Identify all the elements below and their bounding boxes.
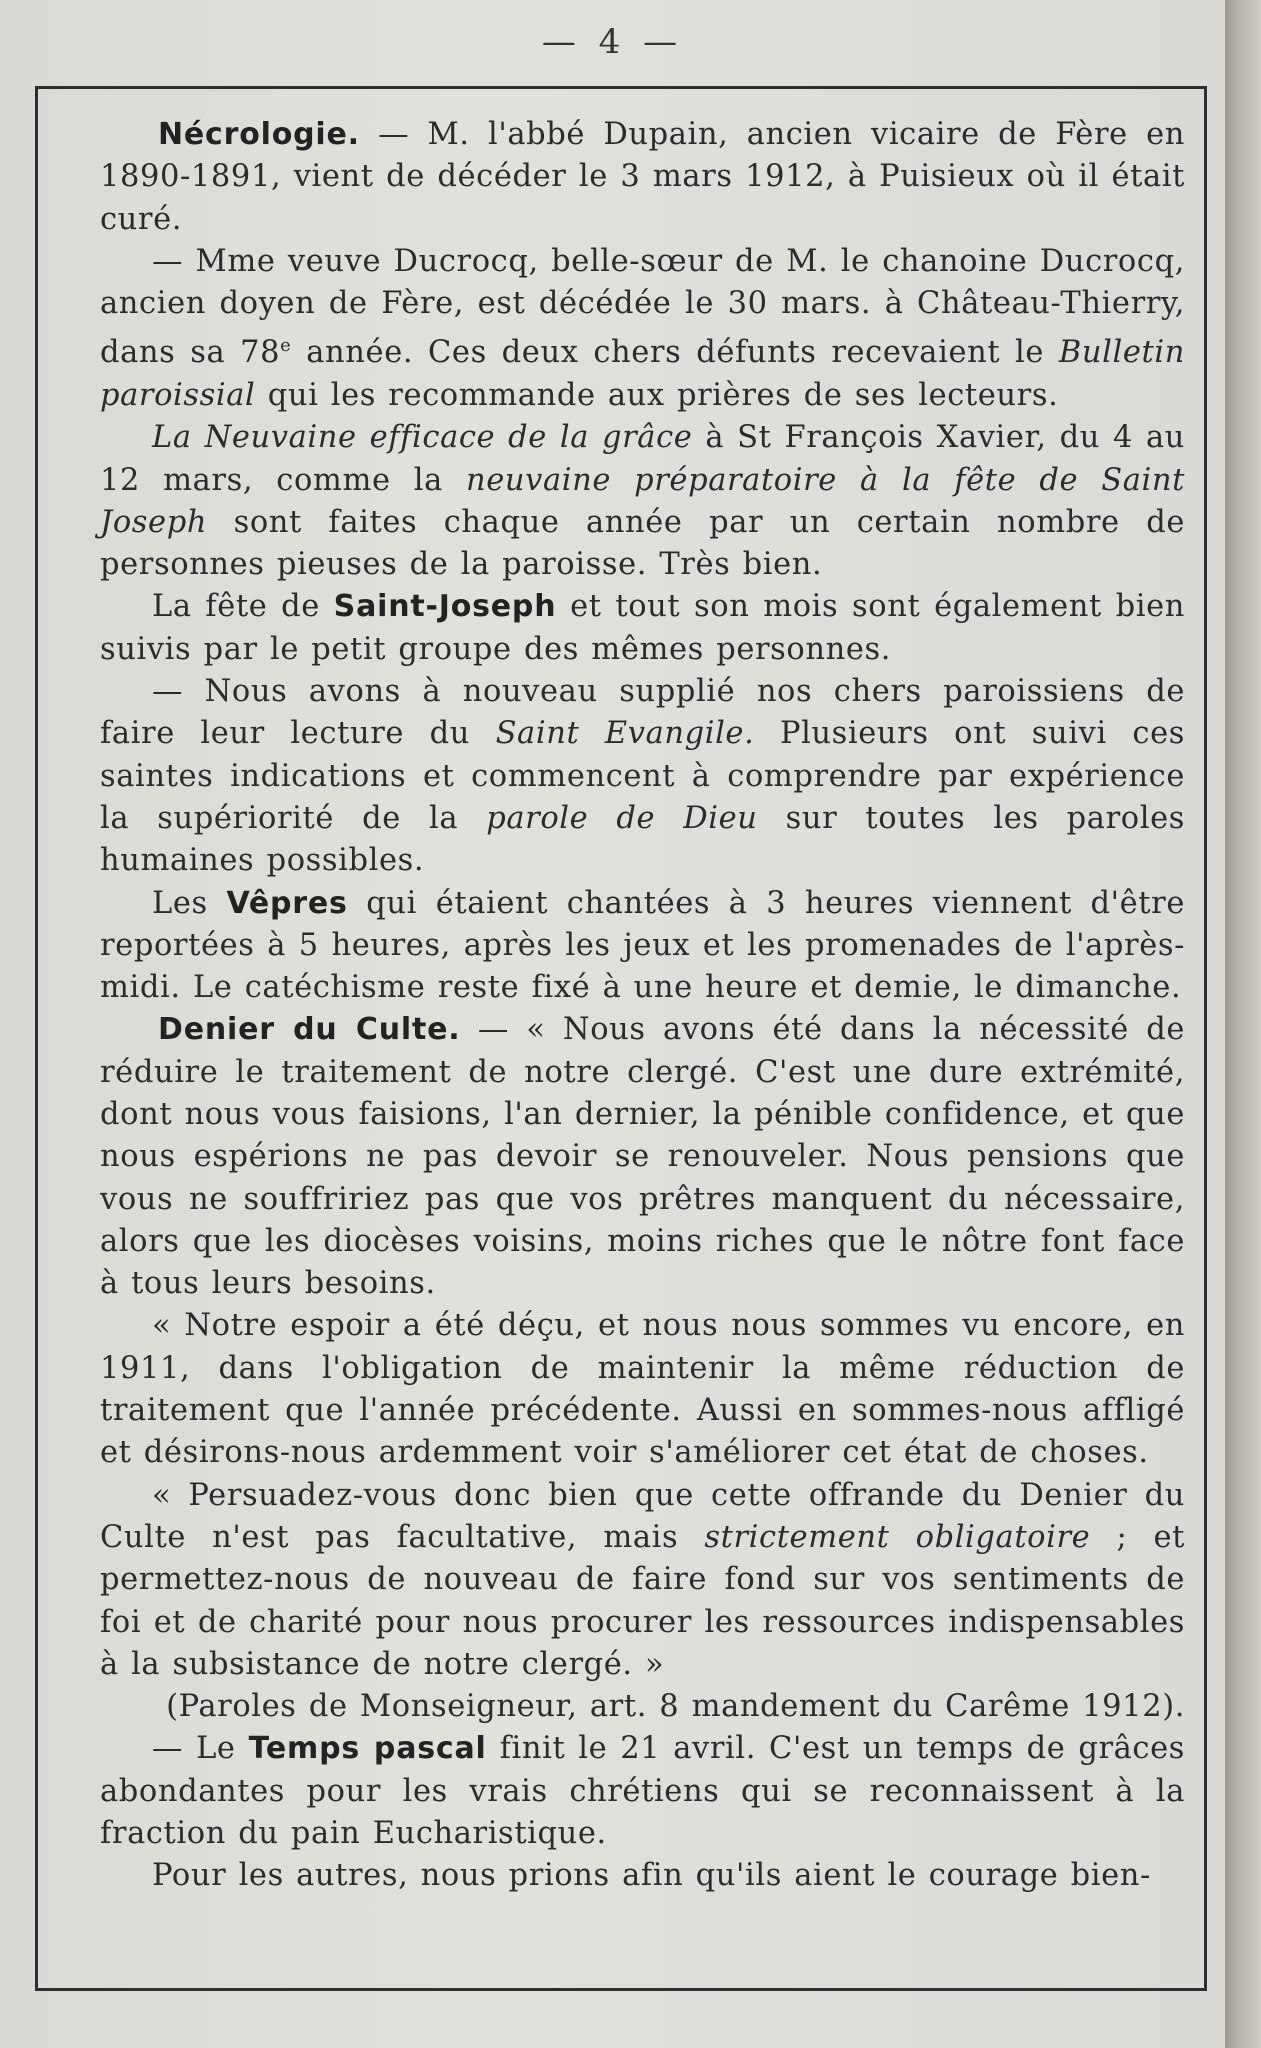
paragraph-text: finit le 21 avril. C'est un temps de grâces abondantes pour les vrais chrétiens qui se reconnaissent à la fraction du pain Eucharistique. [100, 1731, 1185, 1852]
paragraph-saint-joseph [100, 586, 1185, 671]
heading-necrologie: Nécrologie. [158, 117, 360, 152]
italic-text: neuvaine préparatoire à la fête de Saint Joseph [100, 462, 1186, 540]
paragraph-text: Pour les autres, nous prions afin qu'ils aient le courage bien- [152, 1858, 1151, 1894]
paragraph-text: Plusieurs ont suivi ces saintes indications et commencent à comprendre par expérience la supériorité de la [100, 716, 1185, 836]
heading-denier-du-culte: Denier du Culte. [158, 1012, 461, 1048]
paragraph-text: La fête de [152, 589, 334, 625]
paragraph-espoir [100, 1305, 1185, 1474]
paragraph-neuvaine [100, 417, 1185, 586]
article-body [100, 114, 1185, 1898]
italic-text: strictement obligatoire [704, 1519, 1091, 1555]
paragraph-text: « Notre espoir a été déçu, et nous nous sommes vu encore, en 1911, dans l'obligation de maintenir la même réduction de traitement que l'année précédente. Aussi en sommes-nous affligé et désirons-nous ardemment voir s'améliorer cet état de choses. [100, 1308, 1185, 1471]
paragraph-text: « Persuadez-vous donc bien que cette offrande du Denier du Culte n'est pas facultative, mais [100, 1477, 1185, 1555]
paragraph-text: et tout son mois sont également bien suivis par le petit groupe des mêmes personnes. [100, 589, 1186, 667]
italic-text: Saint Evangile. [495, 716, 755, 752]
paragraph-text: Les [152, 885, 227, 921]
paragraph-vepres [100, 883, 1185, 1010]
paragraph-text: ; et permettez-nous de nouveau de faire fond sur vos sentiments de foi et de charité pour nous procurer les ressources indispensables à la subsistance de notre clergé. » [100, 1519, 1185, 1682]
heading-vepres: Vêpres [226, 885, 348, 921]
paragraph-temps-pascal [100, 1728, 1185, 1855]
paragraph-text: — Mme veuve Ducrocq, belle-sœur de M. le chanoine Ducrocq, ancien doyen de Fère, est décédée le 30 mars. à Château-Thierry, dans sa 78 [100, 243, 1185, 371]
paragraph-autres [100, 1855, 1185, 1897]
paragraph-persuadez [100, 1475, 1185, 1686]
paragraph-ducrocq [100, 241, 1185, 417]
paragraph-text: sont faites chaque année par un certain nombre de personnes pieuses de la paroisse. Très bien. [100, 504, 1185, 583]
paragraph-necrologie [100, 114, 1185, 241]
paragraph-evangile [100, 671, 1185, 882]
paragraph-text: — Nous avons à nouveau supplié nos chers paroissiens de faire leur lecture du [100, 674, 1185, 752]
paragraph-text: — « Nous avons été dans la nécessité de réduire le traitement de notre clergé. C'est une dure extrémité, dont nous vous faisions, l'an dernier, la pénible confidence, et que nous espérions ne pas devoir se renouveler. Nous pensions que vous ne souffririez pas que vos prêtres manquent du nécessaire, alors que les diocèses voisins, moins riches que le nôtre font face à tous leurs besoins. [100, 1012, 1186, 1302]
paragraph-text: qui étaient chantées à 3 heures viennent d'être reportées à 5 heures, après les jeux et les promenades de l'après-midi. Le catéchisme reste fixé à une heure et demie, le dimanche. [100, 885, 1185, 1006]
page-number: — 4 — [541, 22, 684, 62]
heading-temps-pascal: Temps pascal [248, 1731, 487, 1767]
paragraph-text: à St François Xavier, du 4 au 12 mars, comme la [100, 420, 1185, 498]
italic-text: Bulletin paroissial [100, 335, 1185, 413]
paragraph-denier-du-culte [100, 1009, 1185, 1305]
heading-saint-joseph: Saint-Joseph [333, 589, 557, 625]
paragraph-citation [100, 1686, 1185, 1728]
citation-text: (Paroles de Monseigneur, art. 8 mandement du Carême 1912). [166, 1689, 1185, 1725]
paragraph-text: — M. l'abbé Dupain, ancien vicaire de Fère en 1890-1891, vient de décéder le 3 mars 1912, à Puisieux où il était curé. [100, 117, 1185, 237]
superscript: e [280, 335, 292, 357]
paragraph-text: qui les recommande aux prières de ses lecteurs. [255, 377, 1059, 413]
italic-text: La Neuvaine efficace de la grâce [152, 420, 693, 456]
page-edge [1225, 0, 1261, 2048]
paragraph-text: — Le [152, 1731, 249, 1767]
paragraph-text: sur toutes les paroles humaines possibles. [100, 800, 1185, 879]
paragraph-text: année. Ces deux chers défunts recevaient le [291, 335, 1059, 371]
italic-text: parole de Dieu [486, 800, 758, 836]
